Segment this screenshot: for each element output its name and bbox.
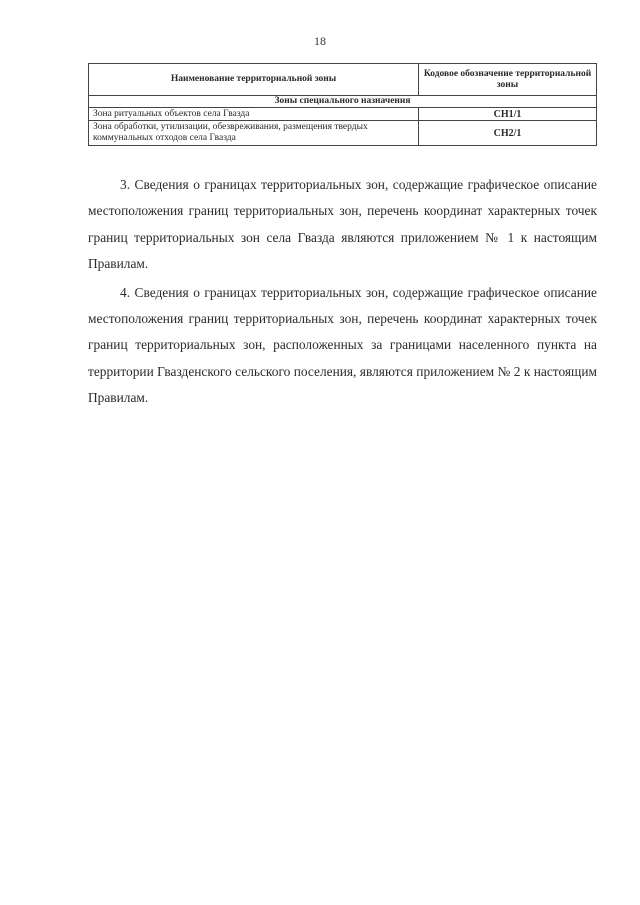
paragraph-3: 3. Сведения о границах территориальных зон, содержащие графическое описание местоположения границ территориальных зон, перечень координат характерных точек границ территориальных зон села Гвазда являются приложением № 1 к настоящим Правилам. [88, 177, 597, 272]
zone-code-cell: СН2/1 [419, 121, 597, 146]
header-zone-code: Кодовое обозначение территориальной зоны [419, 64, 597, 96]
table-row [89, 108, 597, 121]
zone-name-cell: Зона ритуальных объектов села Гвазда [89, 108, 419, 121]
body-text [88, 172, 597, 414]
zone-name-cell: Зона обработки, утилизации, обезвреживания, размещения твердых коммунальных отходов села Гвазда [89, 121, 419, 146]
header-zone-name: Наименование территориальной зоны [89, 64, 419, 96]
section-title: Зоны специального назначения [89, 96, 597, 108]
table-section-row [89, 96, 597, 108]
zones-table [88, 63, 597, 146]
zone-code-cell: СН1/1 [419, 108, 597, 121]
paragraph-4: 4. Сведения о границах территориальных зон, содержащие графическое описание местоположения границ территориальных зон, перечень координат характерных точек границ территориальных зон, расположенных за границами населенного пункта на территории Гвазденского сельского поселения, являются приложением № 2 к настоящим Правилам. [88, 284, 597, 406]
table-row [89, 121, 597, 146]
table-header-row [89, 64, 597, 96]
page-number: 18 [314, 34, 326, 48]
